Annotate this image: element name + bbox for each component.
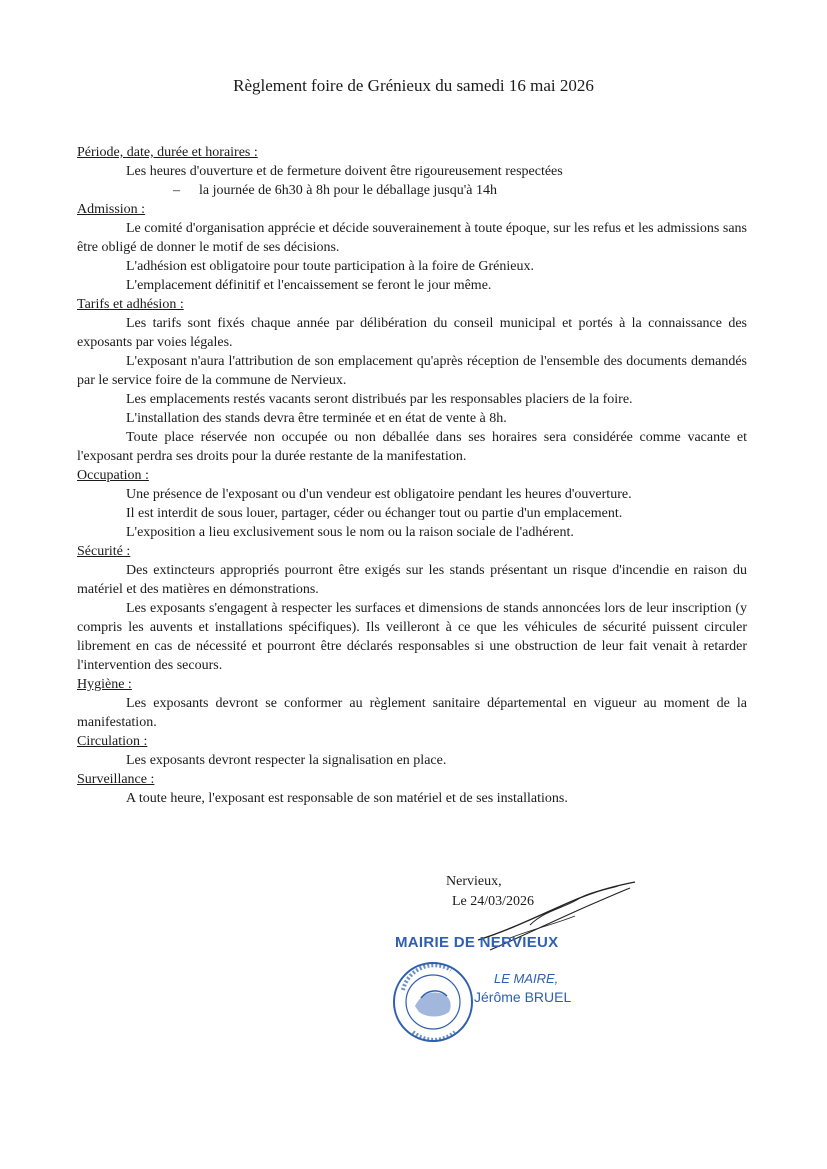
section-heading-tarifs: Tarifs et adhésion :: [77, 297, 184, 312]
bullet-item: [77, 181, 747, 200]
section-heading-surveillance: Surveillance :: [77, 772, 155, 787]
document-title: Règlement foire de Grénieux du samedi 16 mai 2026: [233, 76, 594, 95]
paragraph: L'exposant n'aura l'attribution de son emplacement qu'après réception de l'ensemble des documents demandés par le service foire de la commune de Nervieux.: [77, 354, 747, 388]
closing-date: Le 24/03/2026: [452, 894, 535, 909]
stamp-mayor-name: Jérôme BRUEL: [474, 989, 572, 1005]
paragraph: Une présence de l'exposant ou d'un vendeur est obligatoire pendant les heures d'ouverture.: [126, 487, 632, 502]
paragraph: A toute heure, l'exposant est responsable de son matériel et de ses installations.: [126, 791, 568, 806]
paragraph: Toute place réservée non occupée ou non déballée dans ses horaires sera considérée comme vacante et l'exposant perdra ses droits pour la durée restante de la manifestation.: [77, 430, 747, 464]
paragraph: Des extincteurs appropriés pourront être exigés sur les stands présentant un risque d'incendie en raison du matériel et des matières en démonstrations.: [77, 563, 747, 597]
closing-place: Nervieux,: [446, 874, 502, 889]
section-heading-securite: Sécurité :: [77, 544, 131, 559]
paragraph: L'emplacement définitif et l'encaissement se feront le jour même.: [126, 278, 492, 293]
paragraph: Les exposants s'engagent à respecter les surfaces et dimensions de stands annoncées lors de leur inscription (y compris les auvents et installations spécifiques). Ils veilleront à ce que les véhicules de sécurité puissent circuler librement en cas de nécessité et pourront être déclarés responsables si une obstruction de leur fait venait à retarder l'intervention des secours.: [77, 601, 747, 673]
section-heading-hygiene: Hygiène :: [77, 677, 132, 692]
paragraph: Le comité d'organisation apprécie et décide souverainement à toute époque, sur les refus et les admissions sans être obligé de donner le motif de ses décisions.: [77, 221, 747, 255]
paragraph: L'adhésion est obligatoire pour toute participation à la foire de Grénieux.: [126, 259, 534, 274]
paragraph: Les exposants devront se conformer au règlement sanitaire départemental en vigueur au moment de la manifestation.: [77, 696, 747, 730]
document-body: [77, 143, 747, 808]
paragraph: L'installation des stands devra être terminée et en état de vente à 8h.: [126, 411, 507, 426]
section-heading-periode: Période, date, durée et horaires :: [77, 145, 258, 160]
stamp-mairie-label: MAIRIE DE NERVIEUX: [395, 934, 559, 951]
section-heading-occupation: Occupation :: [77, 468, 149, 483]
paragraph: Il est interdit de sous louer, partager, céder ou échanger tout ou partie d'un emplacement.: [126, 506, 623, 521]
dash-bullet-icon: –: [173, 183, 180, 198]
bullet-text: la journée de 6h30 à 8h pour le déballage jusqu'à 14h: [199, 183, 497, 198]
municipal-seal-icon: [391, 960, 475, 1044]
paragraph: Les tarifs sont fixés chaque année par délibération du conseil municipal et portés à la connaissance des exposants par voies légales.: [77, 316, 747, 350]
section-heading-admission: Admission :: [77, 202, 146, 217]
stamp-role-label: LE MAIRE,: [494, 971, 559, 986]
paragraph: Les heures d'ouverture et de fermeture doivent être rigoureusement respectées: [126, 164, 563, 179]
paragraph: Les emplacements restés vacants seront distribués par les responsables placiers de la foire.: [126, 392, 633, 407]
section-heading-circulation: Circulation :: [77, 734, 148, 749]
paragraph: L'exposition a lieu exclusivement sous le nom ou la raison sociale de l'adhérent.: [126, 525, 574, 540]
paragraph: Les exposants devront respecter la signalisation en place.: [126, 753, 447, 768]
